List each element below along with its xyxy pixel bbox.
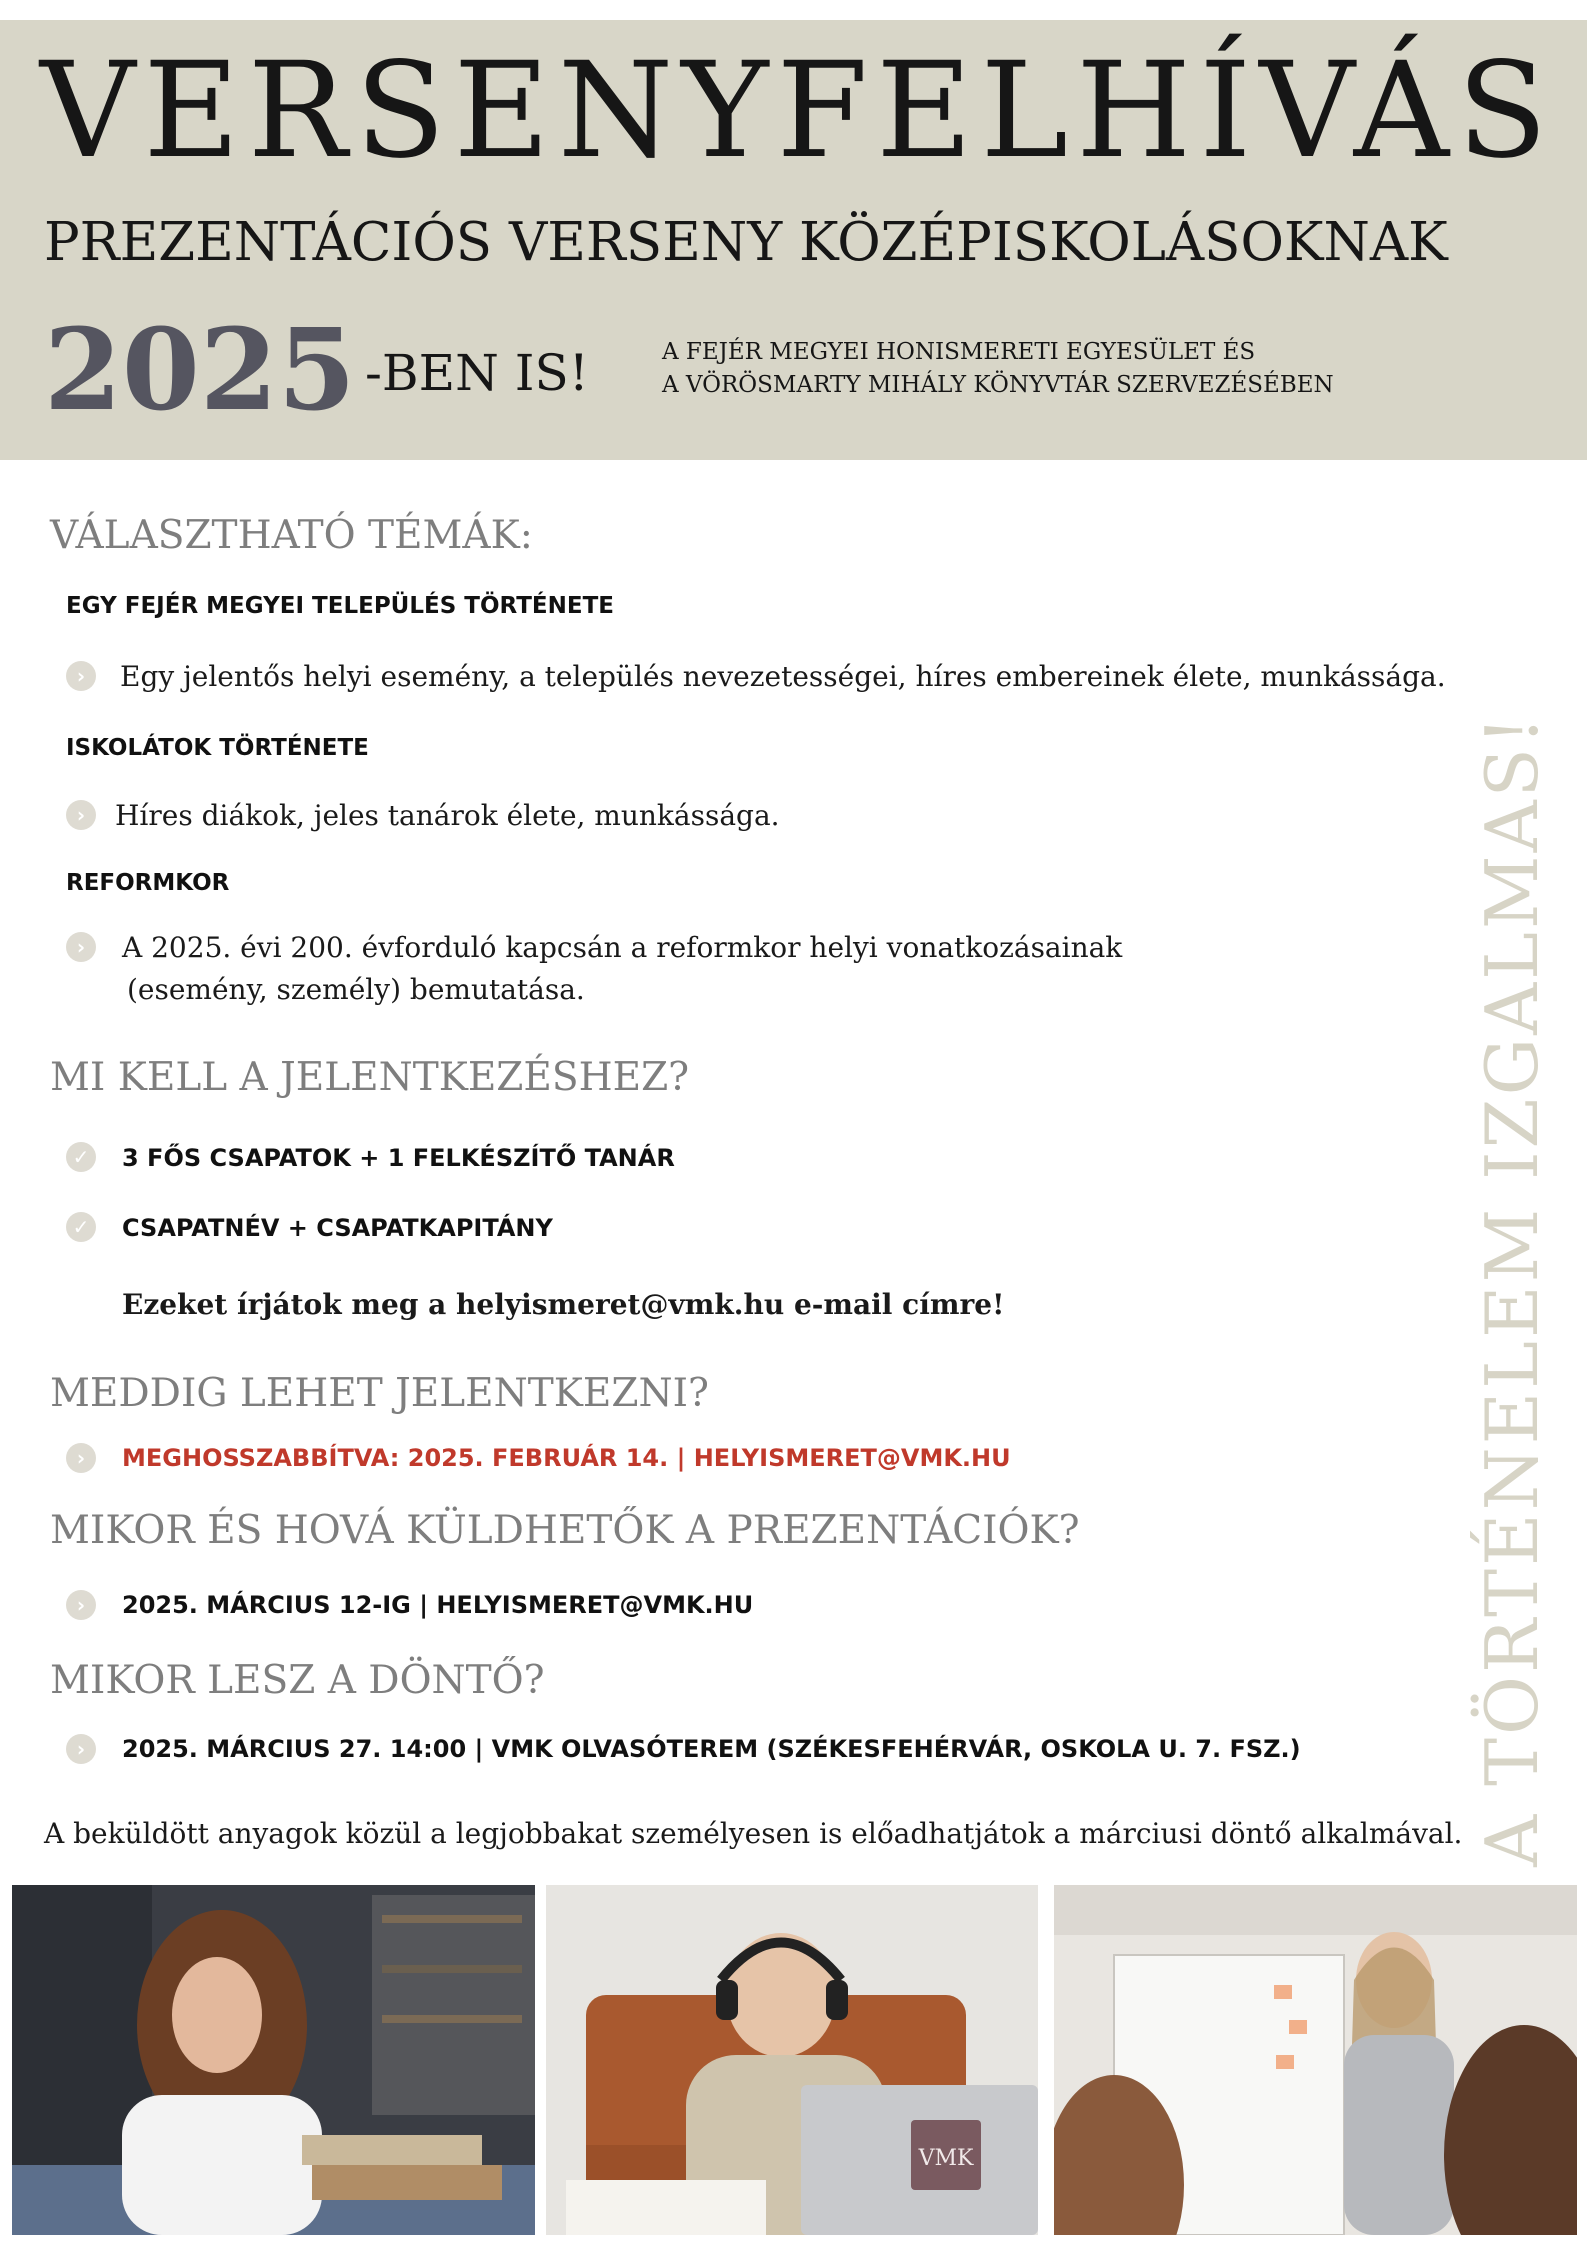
topic-description-reform-line-1: A 2025. évi 200. évforduló kapcsán a reformkor helyi vonatkozásainak xyxy=(122,931,1123,964)
vmk-logo: VMK xyxy=(918,2146,974,2171)
topic-title-reform-era: REFORMKOR xyxy=(66,870,230,896)
topic-title-schools: ISKOLÁTOK TÖRTÉNETE xyxy=(66,735,369,761)
final-text: 2025. MÁRCIUS 27. 14:00 | VMK OLVASÓTEREM (SZÉKESFEHÉRVÁR, OSKOLA U. 7. FSZ.) xyxy=(122,1735,1301,1763)
requirement-team-name: CSAPATNÉV + CSAPATKAPITÁNY xyxy=(122,1214,553,1242)
organizer-line-2: A VÖRÖSMARTY MIHÁLY KÖNYVTÁR SZERVEZÉSÉBEN xyxy=(662,372,1334,399)
chevron-right-icon: › xyxy=(66,1590,96,1620)
chevron-right-icon: › xyxy=(66,800,96,830)
page-subtitle: PREZENTÁCIÓS VERSENY KÖZÉPISKOLÁSOKNAK xyxy=(44,212,1448,273)
deadline-text: MEGHOSSZABBÍTVA: 2025. FEBRUÁR 14. | HELYISMERET@VMK.HU xyxy=(122,1444,1011,1472)
organizer-line-1: A FEJÉR MEGYEI HONISMERETI EGYESÜLET ÉS xyxy=(662,339,1256,365)
requirements-note: Ezeket írjátok meg a helyismeret@vmk.hu e-mail címre! xyxy=(122,1288,1005,1321)
vertical-slogan: A TÖRTÉNELEM IZGALMAS! xyxy=(1470,713,1554,1867)
check-icon: ✓ xyxy=(66,1212,96,1242)
page-title: VERSENYFELHÍVÁS xyxy=(40,34,1556,188)
topics-heading: VÁLASZTHATÓ TÉMÁK: xyxy=(50,513,533,558)
chevron-right-icon: › xyxy=(66,1734,96,1764)
photo-student-reading xyxy=(12,1885,535,2235)
chevron-right-icon: › xyxy=(66,932,96,962)
footer-note: A beküldött anyagok közül a legjobbakat személyesen is előadhatjátok a márciusi döntő alkalmával. xyxy=(44,1817,1463,1850)
topic-description-schools: Híres diákok, jeles tanárok élete, munkássága. xyxy=(115,799,780,832)
requirement-team-size: 3 FŐS CSAPATOK + 1 FELKÉSZÍTŐ TANÁR xyxy=(122,1144,675,1172)
submission-heading: MIKOR ÉS HOVÁ KÜLDHETŐK A PREZENTÁCIÓK? xyxy=(50,1508,1080,1553)
final-heading: MIKOR LESZ A DÖNTŐ? xyxy=(50,1658,545,1703)
photo-student-laptop xyxy=(546,1885,1038,2235)
requirements-heading: MI KELL A JELENTKEZÉSHEZ? xyxy=(50,1055,690,1100)
year-label: 2025 xyxy=(44,305,356,436)
deadline-heading: MEDDIG LEHET JELENTKEZNI? xyxy=(50,1371,709,1416)
year-suffix: -BEN IS! xyxy=(365,344,589,402)
chevron-right-icon: › xyxy=(66,661,96,691)
organizer-text xyxy=(662,336,1334,403)
topic-title-settlement: EGY FEJÉR MEGYEI TELEPÜLÉS TÖRTÉNETE xyxy=(66,593,614,619)
submission-text: 2025. MÁRCIUS 12-IG | HELYISMERET@VMK.HU xyxy=(122,1591,754,1619)
chevron-right-icon: › xyxy=(66,1443,96,1473)
photo-presenter-whiteboard xyxy=(1054,1885,1577,2235)
topic-description-settlement: Egy jelentős helyi esemény, a település nevezetességei, híres embereinek élete, munkássága. xyxy=(120,660,1446,693)
topic-description-reform-line-2: (esemény, személy) bemutatása. xyxy=(127,973,585,1006)
check-icon: ✓ xyxy=(66,1142,96,1172)
